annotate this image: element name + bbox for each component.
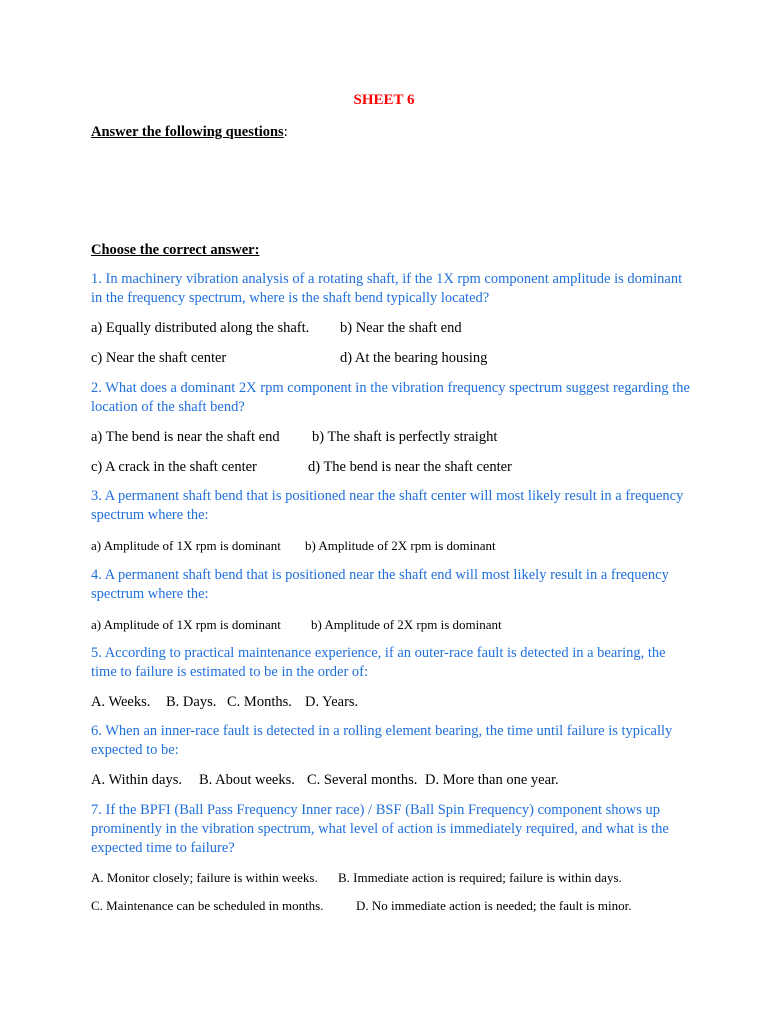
question-5-option-d: D. Years. xyxy=(305,694,359,710)
question-6-option-d: D. More than one year. xyxy=(425,772,559,788)
question-6-option-a: A. Within days. xyxy=(91,772,182,788)
question-6: 6. When an inner-race fault is detected in a rolling element bearing, the time until failure is typically expected to be: xyxy=(91,723,673,758)
question-3-option-a: a) Amplitude of 1X rpm is dominant xyxy=(91,538,281,553)
question-2-option-b: b) The shaft is perfectly straight xyxy=(312,429,498,445)
question-6-option-c: C. Several months. xyxy=(307,772,418,788)
question-2: 2. What does a dominant 2X rpm component in the vibration frequency spectrum suggest regarding the location of the shaft bend? xyxy=(91,380,690,415)
question-5-option-a: A. Weeks. xyxy=(91,694,151,710)
question-3-option-b: b) Amplitude of 2X rpm is dominant xyxy=(305,538,496,553)
question-5: 5. According to practical maintenance experience, if an outer-race fault is detected in a bearing, the time to failure is estimated to be in the order of: xyxy=(91,645,666,680)
instructions-suffix: : xyxy=(283,124,288,140)
question-2-option-a: a) The bend is near the shaft end xyxy=(91,429,280,445)
question-7-option-b: B. Immediate action is required; failure is within days. xyxy=(338,870,622,885)
question-5-option-c: C. Months. xyxy=(227,694,292,710)
question-1-option-c: c) Near the shaft center xyxy=(91,350,227,366)
question-1-option-b: b) Near the shaft end xyxy=(340,320,462,336)
sheet-title: SHEET 6 xyxy=(353,92,415,108)
question-1: 1. In machinery vibration analysis of a rotating shaft, if the 1X rpm component amplitude is dominant in the frequency spectrum, where is the shaft bend typically located? xyxy=(91,271,683,306)
question-5-option-b: B. Days. xyxy=(166,694,217,710)
question-7: 7. If the BPFI (Ball Pass Frequency Inner race) / BSF (Ball Spin Frequency) component shows up prominently in the vibration spectrum, what level of action is immediately required, and what is the expected time to failure? xyxy=(91,802,669,856)
question-1-option-a: a) Equally distributed along the shaft. xyxy=(91,320,310,336)
instructions-heading xyxy=(91,124,288,141)
question-4-option-b: b) Amplitude of 2X rpm is dominant xyxy=(311,617,502,632)
question-7-option-d: D. No immediate action is needed; the fault is minor. xyxy=(356,898,632,913)
question-6-option-b: B. About weeks. xyxy=(199,772,295,788)
question-3: 3. A permanent shaft bend that is positioned near the shaft center will most likely result in a frequency spectrum where the: xyxy=(91,488,684,523)
question-2-option-d: d) The bend is near the shaft center xyxy=(308,459,512,475)
instructions-label: Answer the following questions xyxy=(91,124,284,140)
question-2-option-c: c) A crack in the shaft center xyxy=(91,459,257,475)
question-4-option-a: a) Amplitude of 1X rpm is dominant xyxy=(91,617,281,632)
question-7-option-a: A. Monitor closely; failure is within weeks. xyxy=(91,870,318,885)
question-4: 4. A permanent shaft bend that is positioned near the shaft end will most likely result in a frequency spectrum where the: xyxy=(91,567,669,602)
question-7-option-c: C. Maintenance can be scheduled in months. xyxy=(91,898,324,913)
section-heading: Choose the correct answer: xyxy=(91,242,260,258)
question-1-option-d: d) At the bearing housing xyxy=(340,350,488,366)
